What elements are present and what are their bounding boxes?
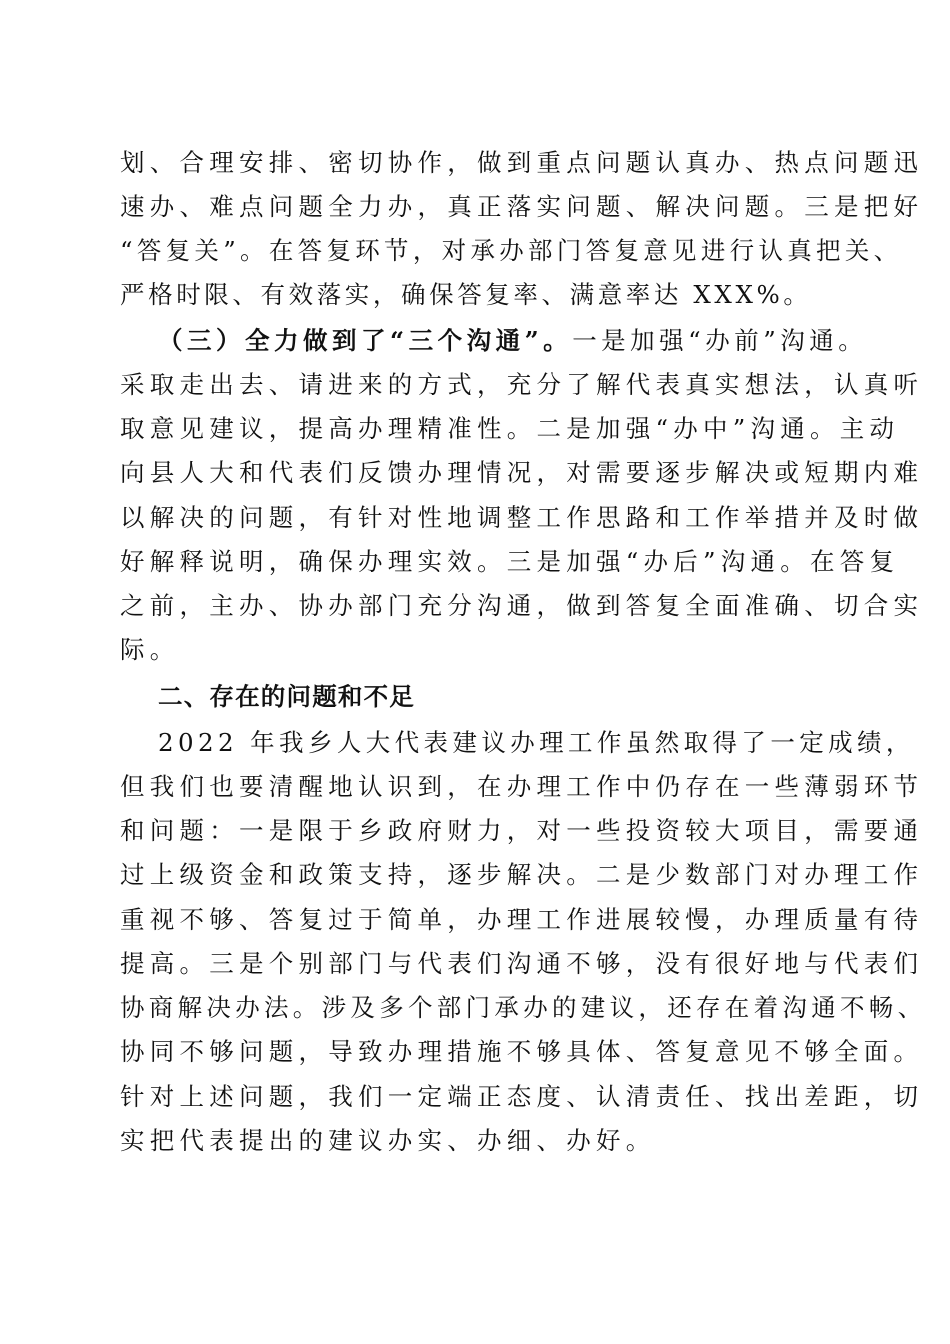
subsection-heading-title: （三）全力做到了“三个沟通”。 (158, 326, 573, 355)
body-line: 但我们也要清醒地认识到，在办理工作中仍存在一些薄弱环节 (120, 772, 924, 801)
body-line: 向县人大和代表们反馈办理情况，对需要逐步解决或短期内难 (120, 458, 924, 487)
subsection-heading-text: 一是加强“办前”沟通。 (572, 326, 868, 355)
body-line: 以解决的问题，有针对性地调整工作思路和工作举措并及时做 (120, 503, 924, 532)
body-line: 采取走出去、请进来的方式，充分了解代表真实想法，认真听 (120, 370, 924, 399)
body-line: 划、合理安排、密切协作，做到重点问题认真办、热点问题迅 (120, 148, 924, 177)
body-line: 2022 年我乡人大代表建议办理工作虽然取得了一定成绩， (158, 728, 915, 757)
body-line: 协同不够问题，导致办理措施不够具体、答复意见不够全面。 (120, 1037, 924, 1066)
body-line: 协商解决办法。涉及多个部门承办的建议，还存在着沟通不畅、 (120, 993, 927, 1022)
body-line: 针对上述问题，我们一定端正态度、认清责任、找出差距，切 (120, 1082, 924, 1111)
subsection-heading (158, 319, 950, 363)
body-line: 提高。三是个别部门与代表们沟通不够，没有很好地与代表们 (120, 949, 924, 978)
body-line: 重视不够、答复过于简单，办理工作进展较慢，办理质量有待 (120, 905, 924, 934)
body-line: “答复关”。在答复环节，对承办部门答复意见进行认真把关、 (120, 236, 903, 265)
body-line: 过上级资金和政策支持，逐步解决。二是少数部门对办理工作 (120, 860, 924, 889)
body-line: 际。 (120, 635, 180, 664)
section-heading: 二、存在的问题和不足 (158, 682, 415, 711)
body-line: 取意见建议，提高办理精准性。二是加强“办中”沟通。主动 (120, 414, 900, 443)
body-line: 和问题：一是限于乡政府财力，对一些投资较大项目，需要通 (120, 816, 924, 845)
body-line: 严格时限、有效落实，确保答复率、满意率达 XXX%。 (120, 280, 812, 309)
body-line: 之前，主办、协办部门充分沟通，做到答复全面准确、切合实 (120, 591, 924, 620)
body-line: 速办、难点问题全力办，真正落实问题、解决问题。三是把好 (120, 192, 924, 221)
body-line: 实把代表提出的建议办实、办细、办好。 (120, 1126, 656, 1155)
body-line: 好解释说明，确保办理实效。三是加强“办后”沟通。在答复 (120, 547, 900, 576)
